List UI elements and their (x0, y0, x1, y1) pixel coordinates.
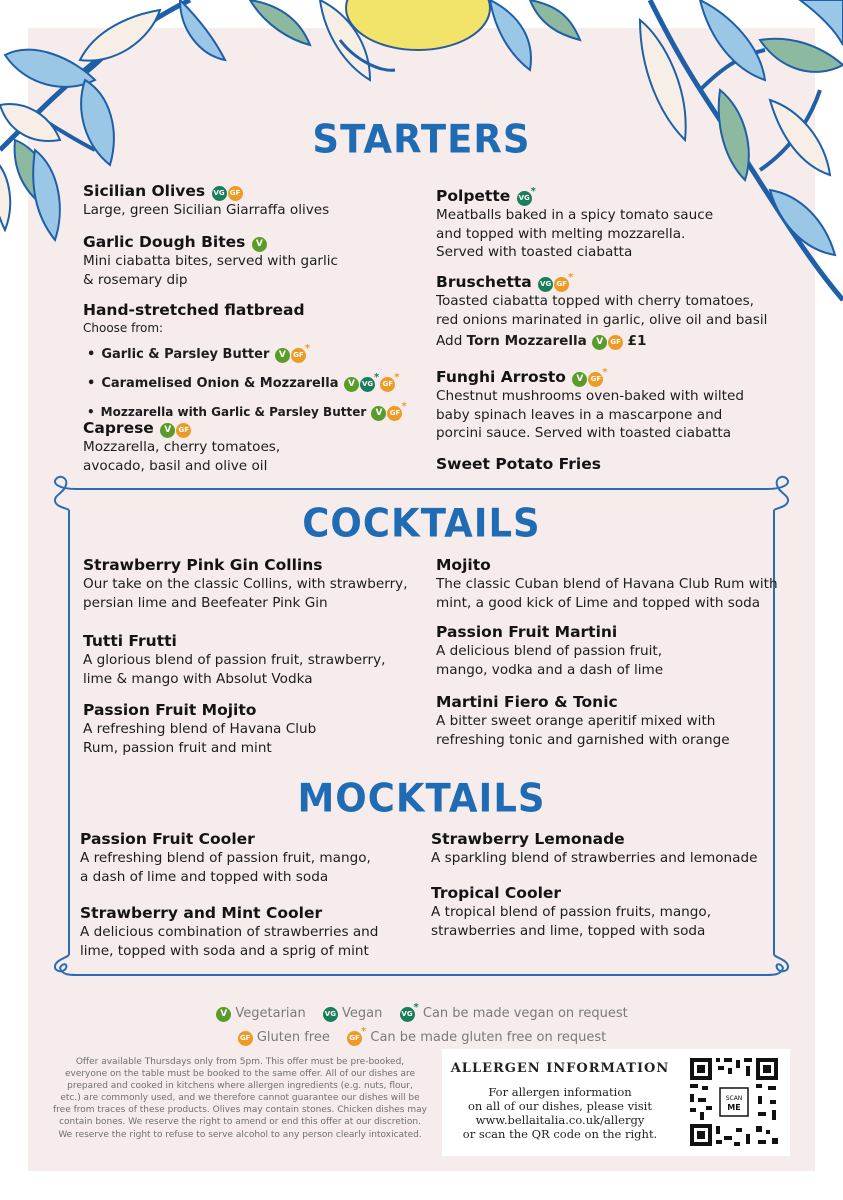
item-description: baby spinach leaves in a mascarpone and (436, 406, 723, 423)
item-description: red onions marinated in garlic, olive oil and basil (436, 311, 768, 328)
item-description: Mini ciabatta bites, served with garlic (83, 253, 339, 269)
item-description: & rosemary dip (83, 271, 188, 288)
gluten-free-badge-icon: GF (347, 1031, 362, 1046)
gluten-free-badge-icon: GF (238, 1031, 253, 1046)
cocktail-passion-fruit-martini (436, 622, 663, 679)
gluten-free-badge-icon: GF (588, 372, 603, 387)
item-description: A sparkling blend of strawberries and lemonade (431, 850, 758, 866)
cocktails-heading: COCKTAILS (302, 500, 541, 547)
legend-vegan-on-request: Can be made vegan on request (422, 1006, 628, 1021)
item-name: Martini Fiero & Tonic (436, 693, 618, 711)
allergen-text: For allergen information on all of our dishes, please visit www.bellaitalia.co.uk/allergy or scan the QR code on the right. (442, 1085, 678, 1141)
item-name: Mojito (436, 556, 491, 574)
menu-item-funghi-arrosto (436, 363, 744, 443)
item-name: Passion Fruit Cooler (80, 830, 255, 848)
cocktail-mojito (436, 555, 778, 612)
vegan-badge-icon: VG (360, 377, 375, 392)
gluten-free-badge-icon: GF (608, 335, 623, 350)
item-description: porcini sauce. Served with toasted ciabatta (436, 425, 732, 442)
qr-scan-label: SCAN (725, 1095, 743, 1102)
item-name: Strawberry Pink Gin Collins (83, 556, 323, 574)
item-description: and topped with melting mozzarella. (436, 225, 686, 242)
vegan-badge-icon: VG (538, 277, 553, 292)
allergen-info-box (442, 1049, 790, 1156)
item-description: A tropical blend of passion fruits, mango, (431, 904, 712, 920)
allergen-title: ALLERGEN INFORMATION (450, 1061, 670, 1076)
vegetarian-badge-icon: V (592, 335, 607, 350)
menu-item-polpette (436, 182, 713, 262)
list-item: • Mozzarella with Garlic & Parsley Butter V GF* (87, 395, 407, 424)
menu-item-garlic-dough-bites (83, 232, 338, 289)
item-description: A refreshing blend of Havana Club (83, 721, 317, 737)
item-name: Caprese (83, 419, 154, 437)
item-description: A delicious blend of passion fruit, (436, 643, 663, 659)
item-description: a dash of lime and topped with soda (80, 868, 329, 885)
list-item: • Garlic & Parsley Butter V GF* (87, 337, 407, 366)
star-icon: * (568, 272, 574, 283)
star-icon: * (374, 372, 380, 383)
menu-item-caprese (83, 418, 280, 475)
mocktail-strawberry-mint-cooler (80, 903, 378, 960)
vegetarian-badge-icon: V (252, 237, 267, 252)
star-icon: * (394, 372, 400, 383)
mocktail-passion-fruit-cooler (80, 829, 371, 886)
menu-item-sicilian-olives (83, 181, 329, 220)
flatbread-options (87, 337, 407, 424)
item-name: Garlic Dough Bites (83, 233, 246, 251)
gluten-free-badge-icon: GF (387, 406, 402, 421)
star-icon: * (304, 343, 311, 354)
item-description: lime & mango with Absolut Vodka (83, 670, 313, 687)
vegan-badge-icon: VG (323, 1007, 338, 1022)
item-name: Hand-stretched flatbread (83, 301, 305, 319)
star-icon: * (530, 186, 536, 197)
legend-vegan: Vegan (342, 1006, 383, 1021)
choose-from-label: Choose from: (83, 321, 164, 335)
item-description: A glorious blend of passion fruit, strawberry, (83, 652, 386, 668)
cocktail-strawberry-pink-gin-collins (83, 555, 408, 612)
item-name: Sweet Potato Fries (436, 455, 601, 473)
item-description: mint, a good kick of Lime and topped with soda (436, 594, 761, 611)
menu-item-flatbread (83, 300, 407, 424)
gluten-free-badge-icon: GF (228, 186, 243, 201)
item-name: Passion Fruit Mojito (83, 701, 257, 719)
legend-gluten-free-on-request: Can be made gluten free on request (370, 1030, 607, 1045)
item-name: Passion Fruit Martini (436, 623, 618, 641)
vegetarian-badge-icon: V (216, 1007, 231, 1022)
item-description: Toasted ciabatta topped with cherry tomatoes, (436, 293, 754, 309)
cocktail-tutti-frutti (83, 631, 385, 688)
vegetarian-badge-icon: V (275, 348, 290, 363)
qr-me-label: ME (727, 1103, 741, 1112)
dietary-legend-row-1 (0, 1002, 843, 1022)
item-description: Chestnut mushrooms oven-baked with wilted (436, 388, 744, 404)
item-name: Strawberry Lemonade (431, 830, 625, 848)
item-name: Tropical Cooler (431, 884, 562, 902)
item-description: Served with toasted ciabatta (436, 244, 633, 261)
vegetarian-badge-icon: V (344, 377, 359, 392)
add-on-line: Add Torn Mozzarella V GF £1 (436, 333, 647, 350)
menu-item-bruschetta (436, 268, 767, 351)
legend-gluten-free: Gluten free (256, 1030, 330, 1045)
gluten-free-badge-icon: GF (380, 377, 395, 392)
allergen-link[interactable]: www.bellaitalia.co.uk/allergy (475, 1113, 645, 1127)
item-name: Polpette (436, 187, 511, 205)
item-description: A bitter sweet orange aperitif mixed with (436, 713, 716, 729)
add-on-price: £1 (627, 333, 647, 350)
vegetarian-badge-icon: V (371, 406, 386, 421)
item-description: lime, topped with soda and a sprig of mint (80, 942, 369, 959)
vegetarian-badge-icon: V (160, 423, 175, 438)
item-description: Large, green Sicilian Giarraffa olives (83, 202, 330, 218)
cocktail-martini-fiero-tonic (436, 692, 730, 749)
item-description: Rum, passion fruit and mint (83, 739, 272, 756)
mocktails-heading: MOCKTAILS (297, 775, 546, 822)
list-item: • Caramelised Onion & Mozzarella V VG*GF* (87, 366, 407, 395)
item-description: mango, vodka and a dash of lime (436, 661, 664, 678)
starters-heading: STARTERS (312, 116, 531, 163)
item-description: Meatballs baked in a spicy tomato sauce (436, 207, 714, 223)
item-name: Funghi Arrosto (436, 368, 566, 386)
item-description: A delicious combination of strawberries and (80, 924, 379, 940)
star-icon: * (401, 401, 407, 412)
gluten-free-badge-icon: GF (554, 277, 569, 292)
vegan-badge-icon: VG (212, 186, 227, 201)
star-icon: * (602, 367, 608, 378)
cocktail-passion-fruit-mojito (83, 700, 316, 757)
mocktail-strawberry-lemonade (431, 829, 757, 868)
vegan-badge-icon: VG (517, 191, 532, 206)
gluten-free-badge-icon: GF (291, 348, 306, 363)
item-description: avocado, basil and olive oil (83, 457, 268, 474)
gluten-free-badge-icon: GF (176, 423, 191, 438)
mocktail-tropical-cooler (431, 883, 711, 940)
legend-vegetarian: Vegetarian (235, 1006, 306, 1021)
item-description: Mozzarella, cherry tomatoes, (83, 439, 281, 455)
item-description: A refreshing blend of passion fruit, mango, (80, 850, 371, 866)
item-description: strawberries and lime, topped with soda (431, 922, 706, 939)
item-name: Tutti Frutti (83, 632, 177, 650)
star-icon: * (361, 1026, 367, 1037)
item-name: Sicilian Olives (83, 182, 206, 200)
item-description: Our take on the classic Collins, with strawberry, (83, 576, 408, 592)
star-icon: * (413, 1002, 419, 1013)
qr-code-icon[interactable] (688, 1056, 780, 1148)
terms-footnote: Offer available Thursdays only from 5pm. This offer must be pre-booked, everyone on the table must be booked to the same offer. All of our dishes are prepared and cooked in kitchens where allergen ingredients (e.g. nuts, flour, etc.) are commonly used, and we therefore cannot guarantee our dishes will be free from traces of these products. Olives may contain stones. Chicken dishes may contain bones. We reserve the right to amend or end this offer at our discretion. We reserve the right to refuse to serve alcohol to any person clearly intoxicated. (53, 1057, 427, 1140)
item-name: Strawberry and Mint Cooler (80, 904, 323, 922)
item-description: The classic Cuban blend of Havana Club Rum with (436, 576, 778, 592)
vegetarian-badge-icon: V (572, 372, 587, 387)
item-description: refreshing tonic and garnished with orange (436, 731, 730, 748)
vegan-badge-icon: VG (400, 1007, 415, 1022)
item-description: persian lime and Beefeater Pink Gin (83, 594, 328, 611)
dietary-legend-row-2 (0, 1026, 843, 1046)
item-name: Bruschetta (436, 273, 532, 291)
